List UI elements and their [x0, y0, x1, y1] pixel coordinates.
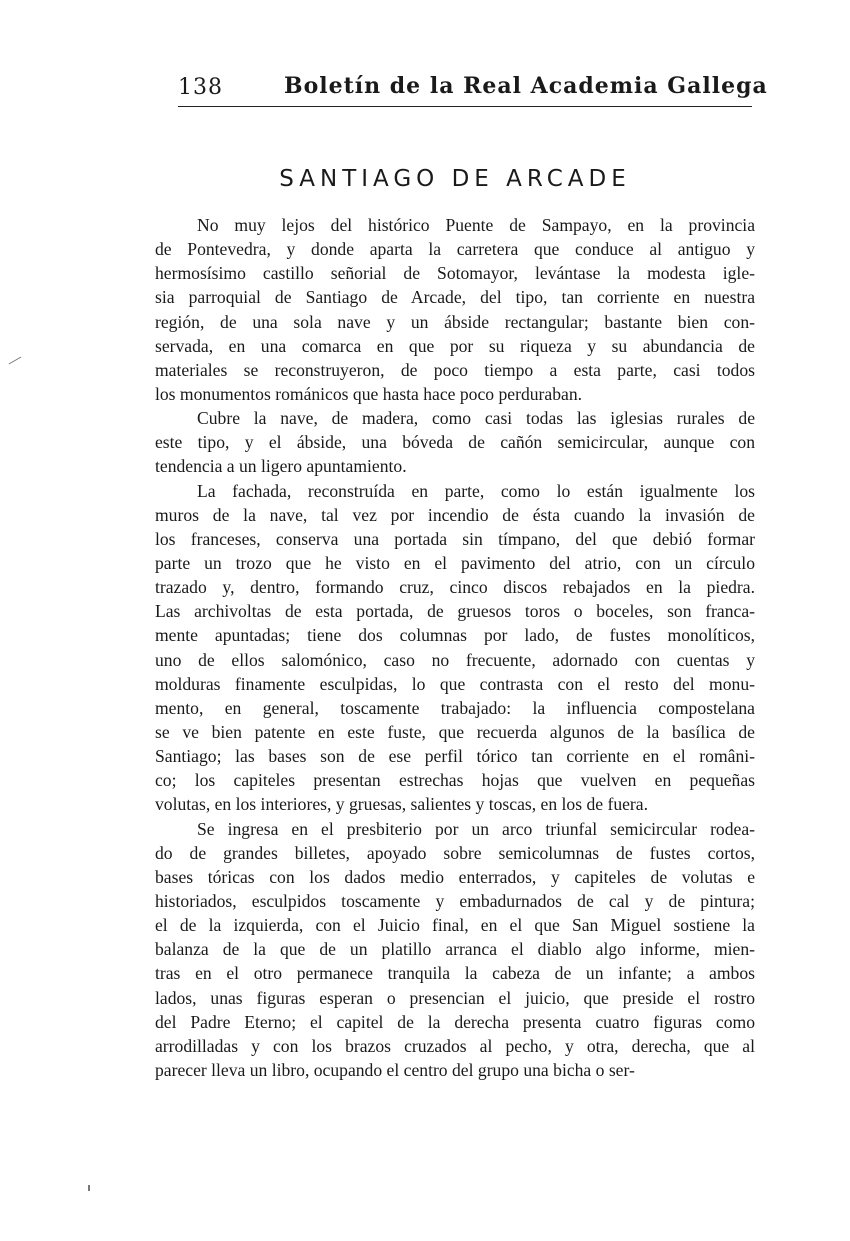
text-line: servada, en una comarca en que por su riqueza y su abundancia de	[155, 335, 755, 356]
text-line: hermosísimo castillo señorial de Sotomayor, levántase la modesta igle-	[155, 263, 755, 284]
text-line: región, de una sola nave y un ábside rectangular; bastante bien con-	[155, 311, 755, 332]
text-line: del Padre Eterno; el capitel de la derecha presenta cuatro figuras como	[155, 1011, 755, 1032]
text-line: Santiago; las bases son de ese perfil tórico tan corriente en el români-	[155, 746, 755, 767]
text-line: mento, en general, toscamente trabajado: la influencia compostelana	[155, 697, 755, 718]
text-line: do de grandes billetes, apoyado sobre semicolumnas de fustes cortos,	[155, 842, 755, 863]
text-line: materiales se reconstruyeron, de poco tiempo a esta parte, casi todos	[155, 359, 755, 380]
text-line: co; los capiteles presentan estrechas hojas que vuelven en pequeñas	[155, 770, 755, 791]
text-line: de Pontevedra, y donde aparta la carretera que conduce al antiguo y	[155, 239, 755, 260]
running-title: Boletín de la Real Academia Gallega	[284, 73, 768, 99]
text-line: historiados, esculpidos toscamente y embadurnados de cal y de pintura;	[155, 890, 755, 911]
text-line: trazado y, dentro, formando cruz, cinco discos rebajados en la piedra.	[155, 577, 755, 598]
text-line: lados, unas figuras esperan o presencian el juicio, que preside el rostro	[155, 987, 755, 1008]
text-line: volutas, en los interiores, y gruesas, salientes y toscas, en los de fuera.	[155, 794, 648, 815]
text-line: Las archivoltas de esta portada, de gruesos toros o boceles, son franca-	[155, 601, 755, 622]
text-line: arrodilladas y con los brazos cruzados al pecho, y otra, derecha, que al	[155, 1035, 755, 1056]
text-line: parecer lleva un libro, ocupando el centro del grupo una bicha o ser-	[155, 1059, 635, 1080]
text-line: bases tóricas con los dados medio enterrados, y capiteles de volutas e	[155, 866, 755, 887]
text-line: Cubre la nave, de madera, como casi todas las iglesias rurales de	[197, 408, 755, 429]
header-rule	[178, 106, 752, 107]
scan-mark	[88, 1185, 90, 1191]
page-number: 138	[178, 75, 223, 100]
text-line: No muy lejos del histórico Puente de Sampayo, en la provincia	[197, 215, 755, 235]
text-line: tendencia a un ligero apuntamiento.	[155, 456, 407, 477]
page-header	[178, 73, 768, 107]
text-line: muros de la nave, tal vez por incendio de ésta cuando la invasión de	[155, 504, 755, 525]
scan-mark	[9, 357, 22, 365]
article-body	[155, 213, 755, 1082]
text-line: tras en el otro permanece tranquila la cabeza de un infante; a ambos	[155, 963, 755, 984]
article-title: SANTIAGO DE ARCADE	[279, 166, 631, 192]
text-line: el de la izquierda, con el Juicio final, en el que San Miguel sostiene la	[155, 915, 755, 936]
text-line: uno de ellos salomónico, caso no frecuente, adornado con cuentas y	[155, 649, 755, 670]
text-line: molduras finamente esculpidas, lo que contrasta con el resto del monu-	[155, 673, 755, 694]
text-line: Se ingresa en el presbiterio por un arco triunfal semicircular rodea-	[197, 818, 755, 839]
text-line: balanza de la que de un platillo arranca el diablo algo informe, mien-	[155, 939, 755, 960]
text-line: este tipo, y el ábside, una bóveda de cañón semicircular, aunque con	[155, 432, 755, 453]
text-line: sia parroquial de Santiago de Arcade, del tipo, tan corriente en nuestra	[155, 287, 755, 308]
text-line: La fachada, reconstruída en parte, como lo están igualmente los	[197, 480, 755, 501]
text-line: se ve bien patente en este fuste, que recuerda algunos de la basílica de	[155, 721, 755, 742]
text-line: mente apuntadas; tiene dos columnas por lado, de fustes monolíticos,	[155, 625, 755, 646]
text-line: parte un trozo que he visto en el pavimento del atrio, con un círculo	[155, 552, 755, 573]
text-line: los franceses, conserva una portada sin tímpano, del que debió formar	[155, 528, 755, 549]
text-line: los monumentos románicos que hasta hace poco perduraban.	[155, 383, 583, 404]
